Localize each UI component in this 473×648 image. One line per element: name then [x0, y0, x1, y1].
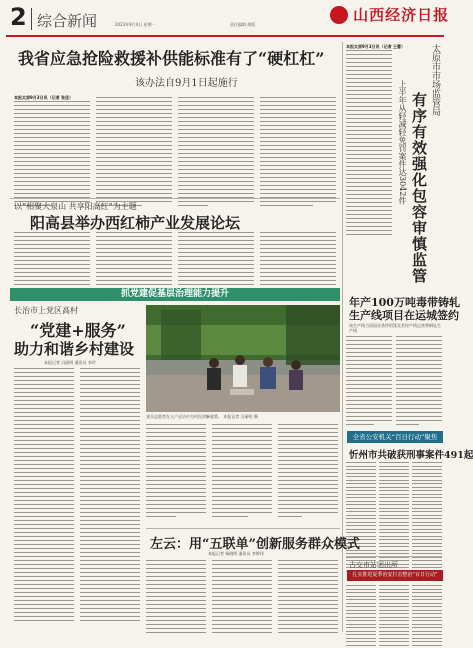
gujiao-body-col2 — [379, 585, 409, 648]
xinzhou-body-col1 — [346, 462, 376, 574]
gujiao-kicker: 古交市站团出所 — [349, 561, 398, 569]
zuoyun-headline: 左云：用“五联单”创新服务群众模式 — [150, 537, 360, 552]
zuoyun-byline: 本报记者 杨晓明 通讯员 李婷玮 — [208, 551, 264, 556]
casting-body-col2 — [396, 336, 442, 428]
page-number: 2 — [10, 3, 27, 31]
taiyuan-body-col1 — [346, 50, 392, 238]
newspaper-logo — [330, 4, 449, 25]
grassroots-kicker: 长治市上党区高村 — [14, 306, 78, 315]
xinzhou-headline: 忻州市共破获刑事案件491起 — [349, 450, 473, 461]
photo-illustration — [146, 305, 340, 412]
grassroots-section-banner-label: 抓党建促基层治理能力提升 — [120, 289, 229, 299]
gujiao-banner — [347, 570, 443, 581]
lead-subheadline: 该办法自9月1日起施行 — [135, 78, 238, 89]
grassroots-headline-line1: “党建+服务” — [30, 321, 126, 340]
yanggao-body-col4 — [260, 232, 336, 292]
taiyuan-headline: 有序有效强化包容审慎监管 — [410, 92, 428, 284]
grassroots-body-col5 — [278, 424, 338, 520]
zuoyun-rule — [146, 528, 340, 529]
casting-headline-line1: 年产100万吨毒带铸轧 — [349, 296, 460, 309]
taiyuan-subheadline: 上半年从轻减轻免罚案件达3042件 — [398, 80, 407, 205]
photo-caption: 党员志愿者在入户走访中为村民讲解政策。 本报记者 冯丽明 摄 — [146, 414, 258, 419]
lead-body-col4 — [260, 97, 336, 209]
editor-line: 责任编辑 排版 — [230, 22, 256, 27]
taiyuan-kicker: 太原市市场监管局 — [430, 44, 440, 116]
zuoyun-body-col3 — [278, 560, 338, 636]
lead-dateline: 本报太原9月3日讯（记者 张佳） — [14, 95, 73, 100]
taiyuan-dateline: 本报太原9月3日讯（记者 王蕾） — [346, 44, 405, 49]
grassroots-headline-line2: 助力和谐乡村建设 — [14, 340, 135, 358]
section-divider — [31, 8, 32, 30]
logo-mark-icon — [330, 6, 348, 24]
yanggao-rule — [10, 198, 340, 199]
grassroots-body-col4 — [212, 424, 272, 520]
date-line: 2023年9月4日 星期一 — [115, 22, 156, 27]
gujiao-body-col3 — [412, 585, 442, 648]
gujiao-banner-label: 扎实推进夏季治安打击整治“百日行动” — [352, 572, 438, 578]
zuoyun-body-col1 — [146, 560, 206, 636]
xinzhou-body-col2 — [379, 462, 409, 574]
grassroots-section-banner — [10, 288, 340, 301]
grassroots-body-col2 — [80, 368, 140, 624]
grassroots-byline: 本报记者 冯丽明 通讯员 李玲 — [44, 360, 96, 365]
grassroots-body-col3 — [146, 424, 206, 520]
yanggao-headline: 阳高县举办西红柿产业发展论坛 — [30, 214, 241, 232]
gujiao-rule — [346, 556, 442, 557]
lead-headline: 我省应急抢险救援补供能标准有了“硬杠杠” — [18, 49, 325, 68]
masthead — [0, 0, 450, 38]
grassroots-body-col1 — [14, 368, 74, 624]
yanggao-body-col2 — [96, 232, 172, 292]
xinzhou-banner — [347, 431, 443, 443]
yanggao-body-col3 — [178, 232, 254, 292]
story-photo — [146, 305, 340, 412]
lead-body-col1 — [14, 101, 90, 209]
xinzhou-body-col3 — [412, 462, 442, 574]
casting-headline-line2: 生产线项目在运城签约 — [349, 309, 459, 322]
casting-body-col1 — [346, 336, 392, 428]
gujiao-body-col1 — [346, 585, 376, 648]
xinzhou-banner-label: 全省公安机关“百日行动”聚焦 — [352, 433, 438, 441]
masthead-rule — [6, 35, 444, 37]
zuoyun-body-col2 — [212, 560, 272, 636]
yanggao-kicker: 以“相聚大泉山 共享阳高红”为主题 — [14, 202, 137, 211]
logo-text: 山西经济日报 — [353, 6, 450, 24]
section-title: 综合新闻 — [37, 12, 98, 30]
lead-body-col3 — [178, 97, 254, 209]
yanggao-body-col1 — [14, 232, 90, 292]
lead-body-col2 — [96, 97, 172, 209]
casting-subheadline: 该生产线当国国首条锌铝镁及其锌产线运营带钢轧生产线 — [349, 323, 441, 333]
